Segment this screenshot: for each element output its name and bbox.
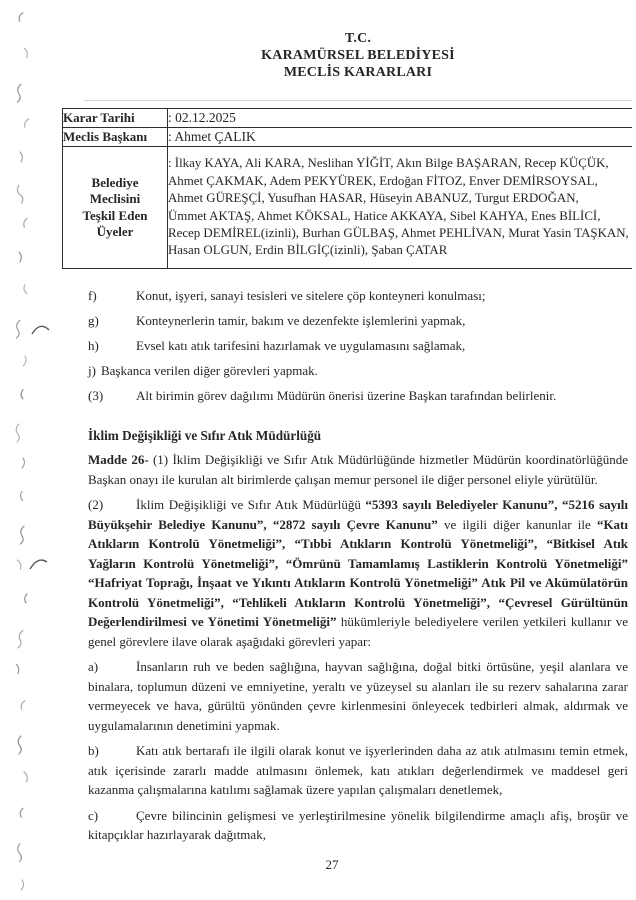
- regulation-names-bold: “Katı Atıkların Kontrolü Yönetmeliği”, “Tıbbi Atıkların Kontrolü Yönetmeliği”, “Bitkisel Atık Yağların Kontrolü Yönetmeliği”, “Ömrünü Tamamlamış Lastiklerin Kontrolü Yönetmeliği” “Hafriyat Toprağı, İnşaat ve Yıkıntı Atıkların Kontrolü Yönetmeliği” Atık Pil ve Akümülatörün Kontrolü Yönetmeliği”, “Tehlikeli Atıkların Kontrolü Yönetmeliği”, “Çevresel Gürültünün Değerlendirilmesi ve Yönetimi Yönetmeliği”: [88, 516, 628, 629]
- duty-text: Konteynerlerin tamir, bakım ve dezenfekte işlemlerini yapmak,: [136, 313, 466, 328]
- paragraph-madde26-1: [88, 450, 628, 489]
- sub-item-a: [88, 657, 628, 735]
- council-chair-value: : Ahmet ÇALIK: [168, 128, 633, 147]
- duty-label: f): [88, 288, 97, 303]
- duty-text: Konut, işyeri, sanayi tesisleri ve sitelere çöp konteyneri konulması;: [136, 288, 486, 303]
- law-names-bold: “5393 sayılı Belediyeler Kanunu”, “5216 sayılı Büyükşehir Belediye Kanunu”, “2872 sayılı Çevre Kanunu”: [88, 497, 628, 532]
- decision-date-label: Karar Tarihi: [63, 109, 168, 128]
- decision-date-value: : 02.12.2025: [168, 109, 633, 128]
- duty-item-g: [88, 312, 628, 329]
- sub-item-label: b): [88, 743, 99, 758]
- page-number: 27: [325, 856, 339, 872]
- madde-text: (1) İklim Değişikliği ve Sıfır Atık Müdürlüğünde hizmetler Müdürün koordinatörlüğünde Başkan onayı ile kurulan alt birimlerde çalışan memur personel ile diğer personel eliyle yürütülür.: [88, 452, 628, 487]
- letterhead-tc: T.C.: [344, 31, 372, 46]
- duty-label: j): [88, 363, 96, 378]
- section-heading: İklim Değişikliği ve Sıfır Atık Müdürlüğü: [88, 428, 322, 443]
- pen-mark: [32, 326, 49, 334]
- document-letterhead: [88, 0, 628, 81]
- clause-3: [88, 387, 628, 404]
- sub-item-b: [88, 741, 628, 800]
- letterhead-municipality: KARAMÜRSEL BELEDİYESİ: [261, 48, 455, 63]
- duty-label: g): [88, 313, 99, 328]
- sub-item-text: Katı atık bertarafı ile ilgili olarak konut ve işyerlerinden daha az atık atılmasını temin etmek, atık içerisinde zararlı madde atılmasını önlemek, katı atıkları değerlendirmek ve maddesel geri kazanma çalışmalarına katılımı sağlamak üzere yapılan çalışmaları denetlemek,: [88, 743, 628, 797]
- duty-text: Evsel katı atık tarifesini hazırlamak ve uygulamasını sağlamak,: [136, 338, 466, 353]
- council-chair-label: Meclis Başkanı: [63, 128, 168, 147]
- paragraph-segment: hükümleriyle belediyelere verilen yetkileri kullanır ve genel görevlere ilave olarak aşağıdaki görevleri yapar:: [88, 614, 628, 649]
- sub-item-text: Çevre bilincinin gelişmesi ve yerleştirilmesine yönelik bilgilendirme amaçlı afiş, broşür ve kitapçıklar hazırlayarak dağıtmak,: [88, 807, 628, 842]
- duty-item-h: [88, 337, 628, 354]
- sub-item-c: [88, 806, 628, 845]
- council-members-label: Belediye Meclisini Teşkil Eden Üyeler: [63, 147, 168, 269]
- paragraph-segment: İklim Değişikliği ve Sıfır Atık Müdürlüğü: [136, 497, 366, 512]
- pen-mark: [30, 560, 47, 569]
- sub-item-label: c): [88, 807, 99, 823]
- duty-text: Başkanca verilen diğer görevleri yapmak.: [100, 363, 318, 378]
- table-row: [63, 109, 633, 128]
- letterhead-doc-type: MECLİS KARARLARI: [283, 65, 433, 80]
- duty-label: h): [88, 338, 99, 353]
- paragraph-segment: ve ilgili diğer kanunlar ile: [437, 516, 597, 532]
- clause-label: (3): [88, 388, 104, 403]
- council-members-list: : İlkay KAYA, Ali KARA, Neslihan YİĞİT, Akın Bilge BAŞARAN, Recep KÜÇÜK, Ahmet ÇAKMAK, Adem PEKYÜREK, Erdoğan FİTOZ, Enver DEMİRSOYSAL, Ahmet GÜREŞÇİ, Yusufhan HASAR, Hüseyin ABANUZ, Turgut ERDOĞAN, Ümmet AKTAŞ, Ahmet KÖKSAL, Hatice AKKAYA, Sibel KAHYA, Enes BİLİCİ, Recep DEMİREL(izinli), Burhan GÜLBAŞ, Ahmet PEHLİVAN, Murat Yasin TAŞKAN, Hasan OLGUN, Erdin BİLGİÇ(izinli), Şaban ÇATAR: [168, 156, 629, 258]
- clause-label: (2): [88, 497, 104, 512]
- sub-item-label: a): [88, 659, 99, 674]
- decision-info-table: [62, 108, 632, 269]
- madde-label: Madde 26-: [88, 452, 149, 467]
- duties-list: [88, 287, 628, 404]
- sub-item-text: İnsanların ruh ve beden sağlığına, hayvan sağlığına, doğal bitki örtüsüne, yeşil alanlara ve binalara, toplumun düzeni ve emniyetine, yeraltı ve yüzeysel su alanları ile su rezerv sahalarına zarar vermeyecek ve hava, gürültü yönünden çevre kirlenmesini önleyecek tedbirleri almak, aldırmak ve uygulamalarının denetimini yapmak.: [88, 659, 628, 733]
- clause-text: Alt birimin görev dağılımı Müdürün önerisi üzerine Başkan tarafından belirlenir.: [136, 388, 557, 403]
- table-row: [63, 128, 633, 147]
- table-row: [63, 147, 633, 269]
- duty-item-j: [88, 362, 628, 379]
- paragraph-madde26-2: [88, 495, 628, 651]
- duty-item-f: [88, 287, 628, 304]
